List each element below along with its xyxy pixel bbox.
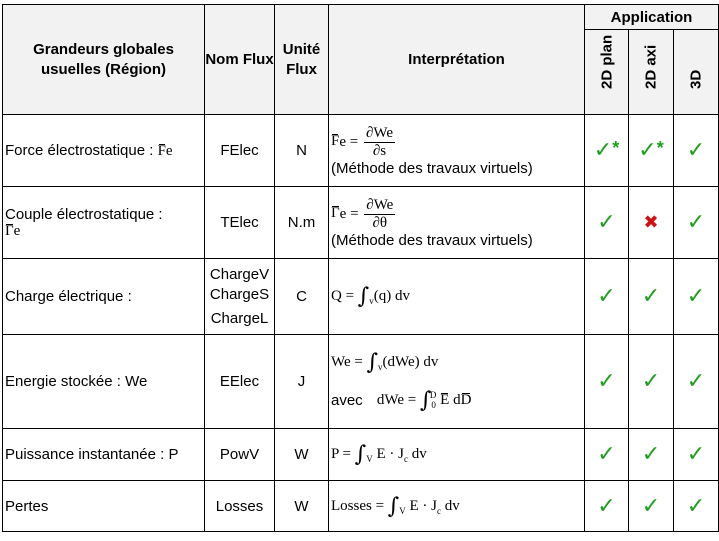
app-3d-cell	[674, 481, 719, 532]
check-icon: ✓	[597, 493, 616, 519]
quantity-cell: Energie stockée : We	[3, 335, 205, 429]
table-row	[3, 429, 719, 481]
header-interpretation: Interprétation	[329, 5, 585, 115]
header-2d-plan: 2D plan	[585, 30, 629, 115]
check-icon: ✓	[641, 493, 661, 519]
app-2d-plan-cell	[585, 481, 629, 532]
check-icon: ✓	[686, 138, 706, 163]
unit-cell: W	[275, 429, 329, 481]
flux-cell: EElec	[205, 335, 275, 429]
app-2d-plan-cell	[585, 187, 629, 259]
unit-cell: N	[275, 115, 329, 187]
table-row	[3, 115, 719, 187]
interpretation-cell	[329, 429, 585, 481]
header-application: Application	[585, 5, 719, 30]
app-2d-plan-cell	[585, 429, 629, 481]
asterisk-icon: *	[656, 138, 664, 158]
app-2d-plan-cell	[585, 115, 629, 187]
torque-symbol: Γe	[5, 222, 21, 239]
unit-cell: W	[275, 481, 329, 532]
table-row	[3, 481, 719, 532]
app-2d-axi-cell	[629, 481, 674, 532]
interpretation-cell	[329, 115, 585, 187]
check-icon: ✓	[641, 442, 661, 467]
app-3d-cell	[674, 187, 719, 259]
table-row	[3, 259, 719, 335]
flux-cell: ChargeV ChargeS ChargeL	[205, 259, 275, 335]
check-icon: ✓	[597, 210, 616, 235]
header-flux-name: Nom Flux	[205, 5, 275, 115]
app-2d-plan-cell	[585, 259, 629, 335]
interpretation-cell	[329, 187, 585, 259]
check-icon: ✓	[597, 369, 616, 394]
header-2d-axi: 2D axi	[629, 30, 674, 115]
check-icon: ✓	[686, 369, 706, 394]
check-icon: ✓	[593, 138, 613, 163]
quantity-cell: Force électrostatique : Fe	[3, 115, 205, 187]
check-icon: ✓	[597, 442, 616, 467]
check-icon: ✓	[686, 284, 706, 309]
app-3d-cell	[674, 335, 719, 429]
check-icon: ✓	[641, 284, 661, 309]
app-3d-cell	[674, 259, 719, 335]
check-icon: ✓	[641, 369, 661, 394]
quantity-cell: Pertes	[3, 481, 205, 532]
table-row	[3, 187, 719, 259]
app-2d-axi-cell	[629, 429, 674, 481]
force-formula: Fe = $\frac{\partial We}{\partial s}$	[331, 124, 393, 159]
quantity-cell: Puissance instantanée : P	[3, 429, 205, 481]
header-3d: 3D	[674, 30, 719, 115]
check-icon: ✓	[686, 493, 706, 519]
flux-cell: TElec	[205, 187, 275, 259]
interpretation-cell	[329, 481, 585, 532]
energy-density-formula: avec dWe = $\int_0^D$ E dD	[331, 388, 472, 414]
check-icon: ✓	[686, 442, 706, 467]
flux-cell: PowV	[205, 429, 275, 481]
app-2d-plan-cell	[585, 335, 629, 429]
unit-cell: N.m	[275, 187, 329, 259]
method-note: (Méthode des travaux virtuels)	[331, 159, 533, 177]
interpretation-cell	[329, 335, 585, 429]
flux-cell: Losses	[205, 481, 275, 532]
torque-formula: Γe = $\frac{\partial We}{\partial\theta}$	[331, 196, 394, 231]
check-icon: ✓	[597, 284, 616, 309]
table-row	[3, 335, 719, 429]
charge-formula: $Q = \int_v(q)$ dv	[331, 284, 411, 309]
app-3d-cell	[674, 115, 719, 187]
header-quantity: Grandeurs globales usuelles (Région)	[3, 5, 205, 115]
app-2d-axi-cell	[629, 335, 674, 429]
losses-formula: Losses = $\int_V$ $E \cdot J_c$ dv	[331, 493, 460, 519]
app-2d-axi-cell	[629, 187, 674, 259]
app-2d-axi-cell	[629, 259, 674, 335]
header-unit: Unité Flux	[275, 5, 329, 115]
force-symbol: Fe	[157, 142, 173, 159]
check-icon: ✓	[638, 138, 657, 163]
check-icon: ✓	[686, 210, 706, 235]
asterisk-icon: *	[612, 138, 620, 158]
flux-cell: FElec	[205, 115, 275, 187]
quantity-cell: Couple électrostatique : Γe	[3, 187, 205, 259]
unit-cell: C	[275, 259, 329, 335]
app-2d-axi-cell	[629, 115, 674, 187]
method-note: (Méthode des travaux virtuels)	[331, 231, 533, 249]
cross-icon: ✖	[643, 212, 659, 233]
power-formula: $P = \int_V$ $E \cdot J_c$ dv	[331, 442, 427, 467]
quantity-cell: Charge électrique :	[3, 259, 205, 335]
interpretation-cell	[329, 259, 585, 335]
global-quantities-table	[2, 4, 719, 532]
unit-cell: J	[275, 335, 329, 429]
app-3d-cell	[674, 429, 719, 481]
energy-formula: $We = \int_v(dWe)$ dv	[331, 349, 439, 375]
